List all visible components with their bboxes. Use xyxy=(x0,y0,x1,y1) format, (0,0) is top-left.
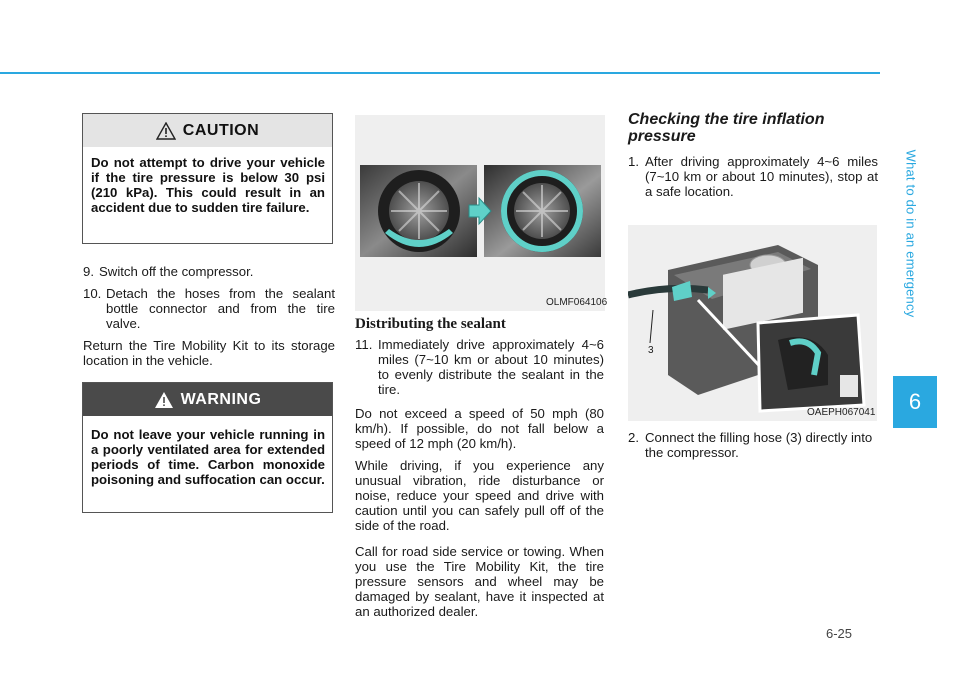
step-10 xyxy=(83,286,335,331)
step-1 xyxy=(628,154,878,199)
caution-box xyxy=(82,113,333,244)
section-heading: Checking the tire inflation pressure xyxy=(628,111,825,145)
step-text: Connect the filling hose (3) directly into the compressor. xyxy=(645,430,873,460)
compressor-figure xyxy=(628,225,877,421)
chapter-badge: 6 xyxy=(893,376,937,428)
warning-triangle-icon xyxy=(154,391,174,409)
figure-code: OAEPH067041 xyxy=(807,407,876,418)
callout-number: 3 xyxy=(648,345,654,356)
section-heading: Distributing the sealant xyxy=(355,316,506,332)
step-2 xyxy=(628,430,878,460)
step-text: Immediately drive approximately 4~6 miles (7~10 km or about 10 minutes) to evenly distribute the sealant in the tire. xyxy=(378,337,604,397)
step-number: 9. xyxy=(83,264,94,279)
section-tab xyxy=(896,88,926,378)
figure-code: OLMF064106 xyxy=(546,297,608,308)
compressor-illustration xyxy=(628,225,877,421)
paragraph: Call for road side service or towing. When you use the Tire Mobility Kit, the tire pressure sensors and wheel may be damaged by sealant, have it inspected at an authorized dealer. xyxy=(355,544,604,619)
warning-triangle-icon xyxy=(156,122,176,140)
step-number: 2. xyxy=(628,430,639,445)
step-number: 1. xyxy=(628,154,639,169)
warning-title: WARNING xyxy=(180,390,262,408)
step-text: Switch off the compressor. xyxy=(99,264,254,279)
step-text: Detach the hoses from the sealant bottle connector and from the tire valve. xyxy=(106,286,335,331)
step-number: 11. xyxy=(355,337,373,352)
section-title: What to do in an emergency xyxy=(903,149,919,317)
paragraph: Do not exceed a speed of 50 mph (80 km/h). If possible, do not fall below a speed of 12 mph (20 km/h). xyxy=(355,406,604,451)
step-11 xyxy=(355,337,604,397)
caution-text: Do not attempt to drive your vehicle if the tire pressure is below 30 psi (210 kPa). This could result in an accident due to sudden tire failure. xyxy=(91,155,325,215)
tire-sealant-figure xyxy=(355,115,608,311)
page-number: 6-25 xyxy=(826,626,853,641)
return-kit-text: Return the Tire Mobility Kit to its storage location in the vehicle. xyxy=(83,338,335,368)
warning-text: Do not leave your vehicle running in a poorly ventilated area for extended periods of time. Carbon monoxide poisoning and suffocation can occur. xyxy=(91,427,325,487)
header-rule xyxy=(0,72,880,74)
warning-header xyxy=(83,383,332,416)
warning-box xyxy=(82,382,333,513)
step-9 xyxy=(83,264,335,279)
paragraph: While driving, if you experience any unusual vibration, ride disturbance or noise, reduce your speed and drive with caution until you can safely pull off of the side of the road. xyxy=(355,458,604,533)
caution-header xyxy=(83,114,332,147)
step-number: 10. xyxy=(83,286,102,301)
step-text: After driving approximately 4~6 miles (7~10 km or about 10 minutes), stop at a safe location. xyxy=(645,154,878,199)
tire-sealant-illustration xyxy=(355,115,608,311)
caution-title: CAUTION xyxy=(182,121,260,139)
